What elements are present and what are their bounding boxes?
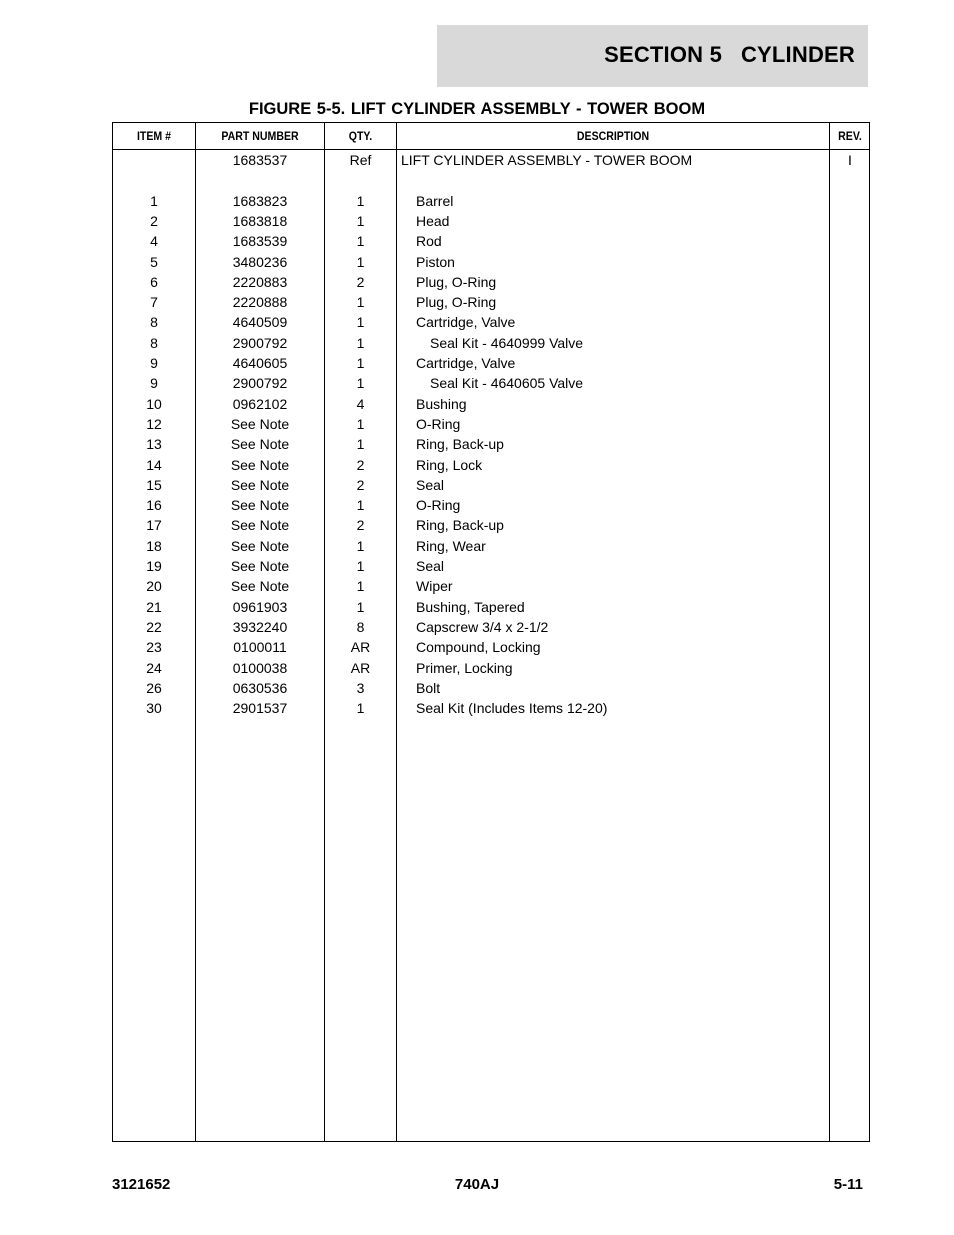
part-number-cell: See Note [230, 456, 290, 473]
rev-cell [830, 434, 870, 454]
qty-cell: 2 [356, 273, 365, 290]
item-cell: 21 [146, 598, 162, 615]
qty-cell: 1 [356, 700, 365, 717]
qty-cell: 1 [356, 253, 365, 270]
item-cell: 7 [150, 294, 158, 311]
item-cell: 22 [146, 618, 162, 635]
qty-cell: 1 [356, 497, 365, 514]
qty-cell: 1 [356, 314, 365, 331]
rev-cell [830, 414, 870, 434]
table-row [113, 231, 869, 251]
table-row [113, 617, 869, 637]
description-cell: Cartridge, Valve [416, 355, 516, 371]
qty-cell: 1 [356, 233, 365, 250]
rev-cell [830, 597, 870, 617]
qty-cell: 1 [356, 355, 365, 371]
parts-table [112, 122, 870, 1142]
qty-cell: 2 [356, 456, 365, 473]
rev-cell [830, 191, 870, 211]
item-cell: 14 [146, 456, 162, 473]
part-number-cell: 3480236 [232, 253, 288, 270]
item-cell: 18 [146, 537, 162, 554]
rev-cell [830, 515, 870, 535]
qty-cell: 1 [356, 537, 365, 554]
rev-cell [830, 353, 870, 373]
column-header-rev: REV. [838, 129, 862, 143]
column-header-qty: QTY. [348, 129, 373, 143]
description-cell: Ring, Wear [416, 537, 486, 554]
description-cell: Cartridge, Valve [416, 314, 516, 331]
rev-cell [830, 231, 870, 251]
table-row [113, 414, 869, 434]
description-cell [401, 170, 829, 190]
item-cell: 16 [146, 497, 162, 514]
table-row [113, 597, 869, 617]
item-cell: 20 [146, 578, 162, 595]
part-number-cell: 0100038 [232, 659, 288, 676]
description-cell: Piston [416, 253, 455, 270]
part-number-cell: 0962102 [232, 395, 288, 412]
qty-cell: AR [350, 639, 371, 656]
qty-cell: AR [350, 659, 371, 676]
qty-cell: Ref [349, 152, 372, 168]
rev-cell [830, 637, 870, 657]
table-row [113, 678, 869, 698]
description-cell: O-Ring [416, 415, 461, 432]
part-number-cell: See Note [230, 415, 290, 432]
item-cell: 12 [146, 415, 162, 432]
rev-cell [830, 333, 870, 353]
qty-cell: 1 [356, 192, 365, 209]
table-row [113, 434, 869, 454]
description-cell: Bolt [416, 679, 441, 696]
part-number-cell: 0630536 [232, 679, 288, 696]
rev-cell [830, 617, 870, 637]
part-number-cell: 0961903 [232, 598, 288, 615]
item-cell [113, 150, 195, 170]
table-row [113, 455, 869, 475]
description-cell: Plug, O-Ring [416, 273, 497, 290]
item-cell: 10 [146, 395, 162, 412]
section-title: SECTION 5 CYLINDER [604, 42, 855, 67]
table-row [113, 170, 869, 190]
item-cell: 2 [150, 212, 158, 229]
item-cell: 17 [146, 517, 162, 534]
item-cell: 24 [146, 659, 162, 676]
item-cell: 6 [150, 273, 158, 290]
description-cell: Primer, Locking [416, 659, 513, 676]
part-number-cell [196, 170, 324, 190]
part-number-cell: 4640605 [232, 355, 288, 371]
description-cell: Bushing, Tapered [416, 598, 525, 615]
description-cell: Seal Kit - 4640999 Valve [430, 334, 584, 351]
qty-cell: 1 [356, 212, 365, 229]
qty-cell: 4 [356, 395, 365, 412]
part-number-cell: See Note [230, 476, 290, 493]
table-row [113, 515, 869, 535]
table-row [113, 191, 869, 211]
column-header-description: DESCRIPTION [576, 129, 650, 143]
part-number-cell: See Note [230, 558, 290, 574]
table-row [113, 394, 869, 414]
qty-cell: 2 [356, 476, 365, 493]
column-header-item: ITEM # [136, 129, 172, 143]
part-number-cell: See Note [230, 497, 290, 514]
description-cell: Barrel [416, 192, 454, 209]
qty-cell: 1 [356, 578, 365, 595]
table-row [113, 150, 869, 170]
qty-cell: 1 [356, 375, 365, 392]
part-number-cell: 4640509 [232, 314, 288, 331]
item-cell: 23 [146, 639, 162, 656]
description-cell: Seal Kit - 4640605 Valve [430, 375, 584, 392]
table-row [113, 556, 869, 576]
figure-title: FIGURE 5-5. LIFT CYLINDER ASSEMBLY - TOWER BOOM [248, 100, 706, 118]
item-cell: 19 [146, 558, 162, 574]
part-number-cell: 1683823 [232, 192, 288, 209]
table-row [113, 292, 869, 312]
description-cell: LIFT CYLINDER ASSEMBLY - TOWER BOOM [401, 152, 693, 168]
footer-page-number: 5-11 [833, 1176, 863, 1193]
item-cell: 1 [150, 192, 158, 209]
item-cell: 30 [146, 700, 162, 717]
qty-cell: 1 [356, 334, 365, 351]
table-row [113, 637, 869, 657]
rev-cell [830, 312, 870, 332]
rev-cell: I [848, 152, 852, 168]
section-header [437, 25, 868, 87]
part-number-cell: 1683537 [232, 152, 288, 168]
item-cell [113, 170, 195, 190]
part-number-cell: See Note [230, 578, 290, 595]
part-number-cell: 2220883 [232, 273, 288, 290]
rev-cell [830, 576, 870, 596]
part-number-cell: 1683818 [232, 212, 288, 229]
rev-cell [830, 698, 870, 718]
rev-cell [830, 536, 870, 556]
table-row [113, 353, 869, 373]
description-cell: Ring, Back-up [416, 517, 504, 534]
qty-cell: 2 [356, 517, 365, 534]
item-cell: 9 [150, 355, 158, 371]
qty-cell: 1 [356, 598, 365, 615]
table-row [113, 536, 869, 556]
part-number-cell: See Note [230, 517, 290, 534]
table-row [113, 658, 869, 678]
part-number-cell: 2900792 [232, 334, 288, 351]
item-cell: 26 [146, 679, 162, 696]
item-cell: 5 [150, 253, 158, 270]
part-number-cell: 3932240 [232, 618, 288, 635]
rev-cell [830, 170, 870, 190]
qty-cell: 1 [356, 294, 365, 311]
description-cell: Compound, Locking [416, 639, 541, 656]
rev-cell [830, 373, 870, 393]
table-row [113, 333, 869, 353]
description-cell: Plug, O-Ring [416, 294, 497, 311]
qty-cell: 1 [356, 436, 365, 453]
rev-cell [830, 252, 870, 272]
item-cell: 8 [150, 314, 158, 331]
description-cell: O-Ring [416, 497, 461, 514]
rev-cell [830, 475, 870, 495]
rev-cell [830, 556, 870, 576]
description-cell: Head [416, 212, 450, 229]
part-number-cell: 2220888 [232, 294, 288, 311]
table-row [113, 211, 869, 231]
part-number-cell: 2900792 [232, 375, 288, 392]
description-cell: Capscrew 3/4 x 2-1/2 [416, 618, 549, 635]
description-cell: Ring, Lock [416, 456, 483, 473]
rev-cell [830, 394, 870, 414]
rev-cell [830, 292, 870, 312]
table-row [113, 495, 869, 515]
footer-document-number: 3121652 [112, 1176, 171, 1193]
part-number-cell: 0100011 [233, 639, 287, 656]
rev-cell [830, 658, 870, 678]
qty-cell: 8 [356, 618, 365, 635]
rev-cell [830, 678, 870, 698]
description-cell: Seal [416, 558, 445, 574]
description-cell: Rod [416, 233, 442, 250]
table-row [113, 252, 869, 272]
qty-cell: 3 [356, 679, 365, 696]
table-row [113, 576, 869, 596]
qty-cell [325, 170, 396, 190]
part-number-cell: 1683539 [232, 233, 288, 250]
item-cell: 9 [150, 375, 158, 392]
part-number-cell: See Note [230, 436, 290, 453]
item-cell: 4 [150, 233, 158, 250]
item-cell: 8 [150, 334, 158, 351]
table-row [113, 475, 869, 495]
footer-model: 740AJ [454, 1176, 500, 1193]
item-cell: 13 [146, 436, 162, 453]
description-cell: Wiper [416, 578, 453, 595]
part-number-cell: 2901537 [232, 700, 288, 717]
item-cell: 15 [146, 476, 162, 493]
column-header-part-number: PART NUMBER [221, 129, 299, 143]
rev-cell [830, 211, 870, 231]
qty-cell: 1 [356, 558, 365, 574]
table-row [113, 312, 869, 332]
rev-cell [830, 455, 870, 475]
rev-cell [830, 272, 870, 292]
table-row [113, 272, 869, 292]
qty-cell: 1 [356, 415, 365, 432]
part-number-cell: See Note [230, 537, 290, 554]
table-row [113, 698, 869, 718]
description-cell: Seal [416, 476, 445, 493]
description-cell: Seal Kit (Includes Items 12-20) [416, 700, 608, 717]
rev-cell [830, 495, 870, 515]
description-cell: Bushing [416, 395, 467, 412]
description-cell: Ring, Back-up [416, 436, 504, 453]
table-row [113, 373, 869, 393]
